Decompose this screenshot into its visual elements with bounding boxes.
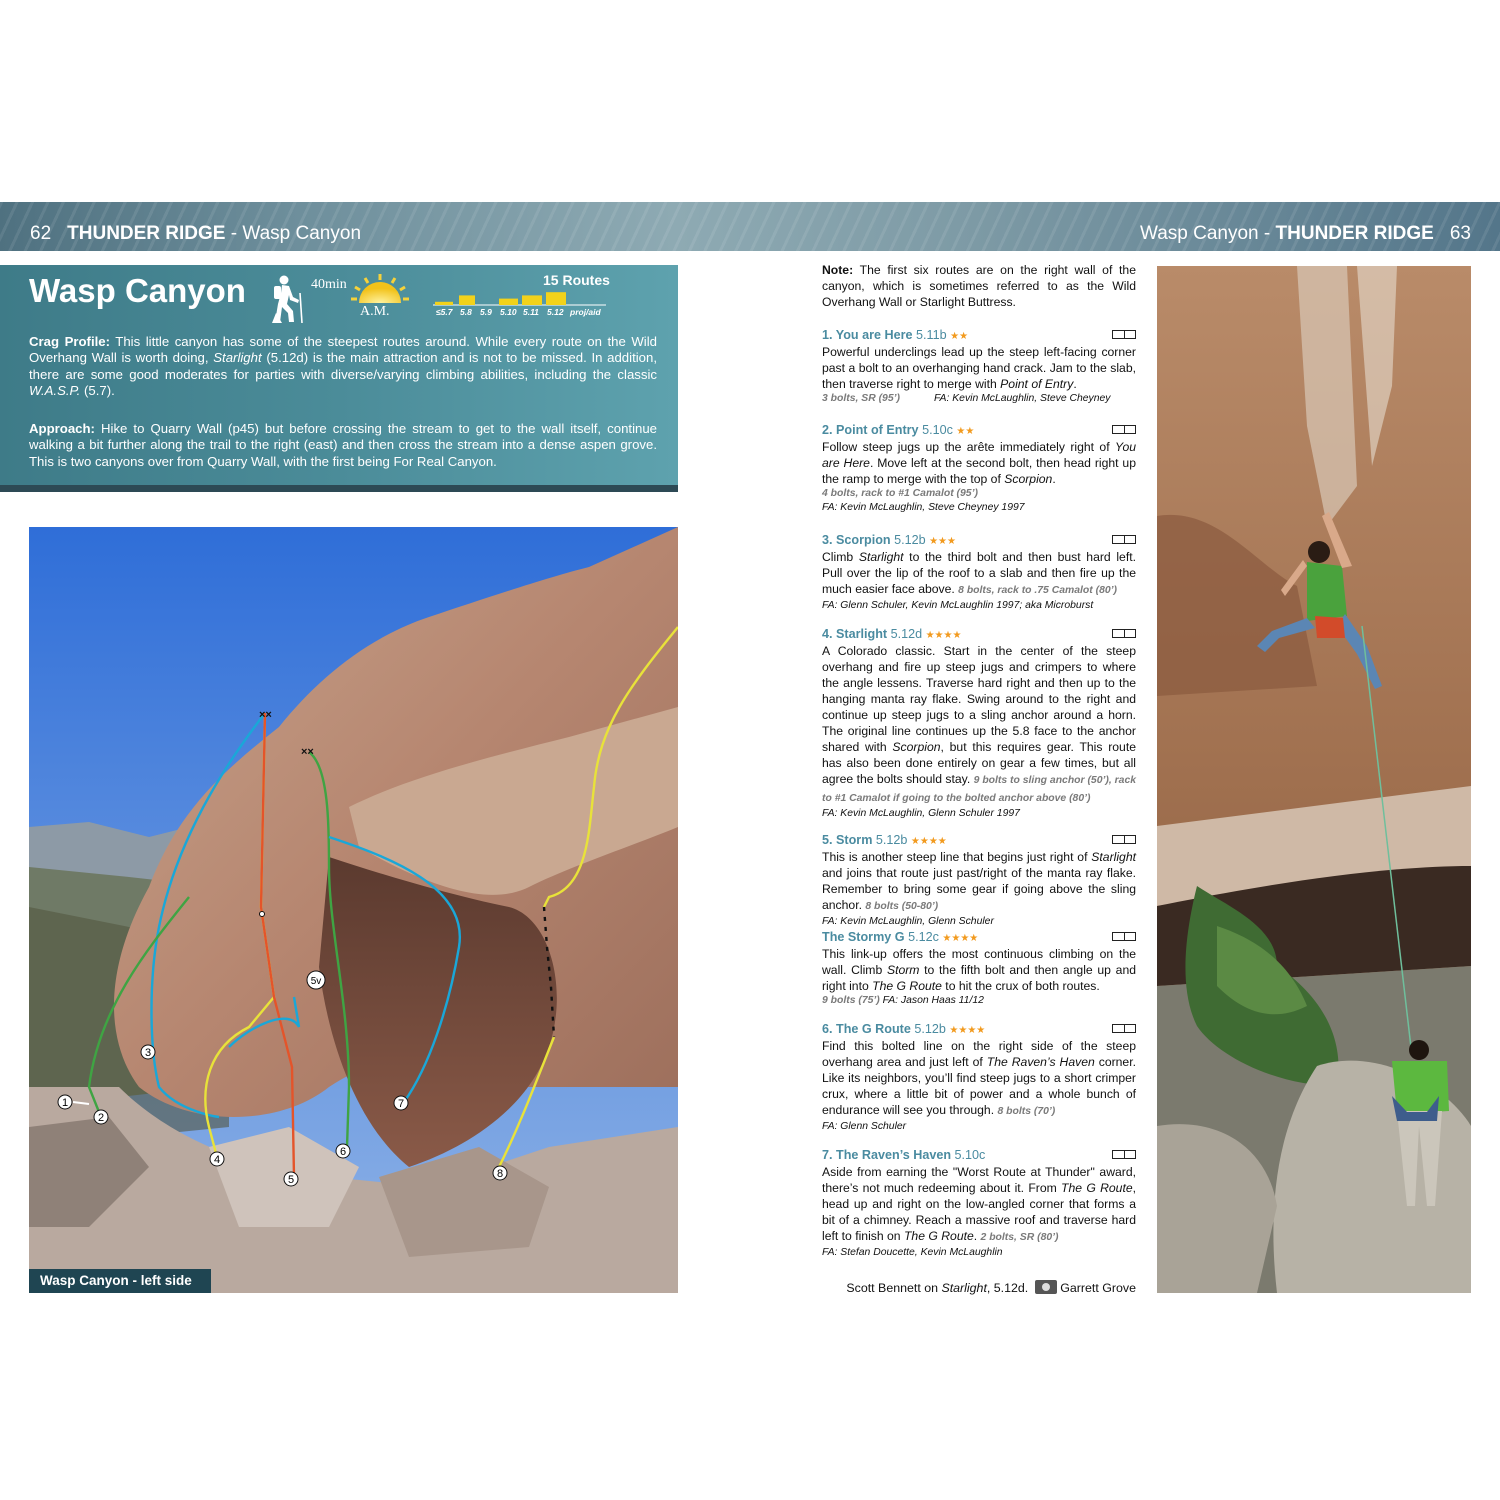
topo-photo	[29, 527, 678, 1293]
route-count: 15 Routes	[543, 272, 610, 288]
tick-box[interactable]	[1112, 330, 1136, 339]
histogram-bar-4	[522, 295, 542, 305]
star-rating: ★★★★	[949, 1025, 986, 1036]
route-marker-7: 7	[397, 1098, 405, 1110]
star-rating: ★★★★	[942, 933, 979, 944]
hiker-icon	[272, 273, 308, 323]
route-7: 7. The Raven’s Haven 5.10c Aside from earning the "Worst Route at Thunder" award, there’s not much redeeming about it. From The G Route, head up and right on the low-angled corner that forms a bit of a chimney. Reach a massive roof and traverse hard left to finish on The G Route. 2 bolts, SR (80’) FA: Stefan Doucette, Kevin McLaughlin	[822, 1148, 1136, 1258]
climber-photo	[1157, 266, 1471, 1293]
histogram-label-1: 5.8	[460, 307, 472, 317]
route-marker-5: 5	[287, 1174, 295, 1186]
histogram-bar-3	[499, 299, 518, 305]
approach-time: 40min	[311, 277, 347, 292]
right-area-name: THUNDER RIDGE	[1275, 223, 1434, 244]
histogram-label-4: 5.11	[523, 307, 539, 317]
star-rating: ★★★★	[925, 630, 962, 641]
left-area-name: THUNDER RIDGE	[67, 223, 226, 244]
tick-box[interactable]	[1112, 629, 1136, 638]
anchor-marker: ××	[259, 709, 272, 721]
histogram-bar-1	[459, 295, 475, 305]
right-page-header: Wasp Canyon - THUNDER RIDGE 63	[1139, 223, 1471, 244]
route-marker-3: 3	[144, 1047, 152, 1059]
sun-icon	[349, 272, 411, 304]
tick-box[interactable]	[1112, 932, 1136, 941]
route-1: 1. You are Here 5.11b ★★ Powerful underclings lead up the steep left-facing corner past a bolt to an overhanging hand crack. Jam to the slab, then traverse right to merge with Point of Entry. 3 bolts, SR (95’) FA: Kevin McLaughlin, Steve Cheyney	[822, 328, 1136, 404]
topo-caption: Wasp Canyon - left side	[29, 1269, 211, 1293]
star-rating: ★★★	[929, 536, 956, 547]
histogram-bar-5	[546, 292, 566, 305]
left-page-header: 62 THUNDER RIDGE - Wasp Canyon	[30, 223, 362, 244]
route-6: 6. The G Route 5.12b ★★★★ Find this bolted line on the right side of the steep overhang area and just left of The Raven’s Haven corner. Like its neighbors, you’ll find steep jugs to a short crimper crux, where a little bit of power and a whole bunch of endurance will see you through. 8 bolts (70’) FA: Glenn Schuler	[822, 1022, 1136, 1132]
histogram-label-3: 5.10	[500, 307, 517, 317]
histogram-label-5: 5.12	[547, 307, 564, 317]
route-4: 4. Starlight 5.12d ★★★★ A Colorado classic. Start in the center of the steep overhang and fire up steep jugs and crimpers to where the angle lessens. Traverse hard right and then up to the hanging manta ray flake. Swing around to the right and continue up steep jugs to a sling anchor around a horn. The original line continues up the 5.8 face to the anchor shared with Scorpion, but this requires gear. This route has also been done entirely on gear a few times, but all agree the bolts should stay. 9 bolts to sling anchor (50’), rack to #1 Camalot if going to the bolted anchor above (80’) FA: Kevin McLaughlin, Glenn Schuler 1997	[822, 627, 1136, 819]
anchor-marker: ××	[301, 746, 314, 758]
route-3: 3. Scorpion 5.12b ★★★ Climb Starlight to the third bolt and then bust hard left. Pull over the lip of the roof to a slab and then fire up the much easier face above. 8 bolts, rack to .75 Camalot (80’) FA: Glenn Schuler, Kevin McLaughlin 1997; aka Microburst	[822, 533, 1136, 611]
right-crag-name: Wasp Canyon	[1139, 223, 1259, 244]
histogram-label-6: proj/aid	[570, 307, 601, 317]
crag-title: Wasp Canyon	[29, 272, 246, 309]
right-page-number: 63	[1449, 223, 1471, 244]
route-marker-8: 8	[496, 1168, 504, 1180]
tick-box[interactable]	[1112, 425, 1136, 434]
route-marker-5v: 5v	[310, 976, 322, 987]
left-page-number: 62	[30, 223, 52, 244]
star-rating: ★★★★	[910, 836, 947, 847]
star-rating: ★★	[950, 331, 969, 342]
tick-box[interactable]	[1112, 1150, 1136, 1159]
camera-icon	[1035, 1280, 1057, 1294]
tick-box[interactable]	[1112, 1024, 1136, 1033]
grade-histogram	[433, 287, 609, 319]
star-rating: ★★	[956, 426, 975, 437]
histogram-label-2: 5.9	[480, 307, 492, 317]
route-marker-1: 1	[61, 1097, 69, 1109]
route-5: 5. Storm 5.12b ★★★★ This is another steep line that begins just right of Starlight and joins that route just past/right of the manta ray flake. Remember to bring some gear if going above the sling anchor. 8 bolts (50-80’) FA: Kevin McLaughlin, Glenn Schuler The Stormy G 5.12c ★★★★ This link-up offers the most continuous climbing on the wall. Climb Storm to the fifth bolt and then angle up and right into The G Route to hit the crux of both routes. 9 bolts (75’) FA: Jason Haas 11/12	[822, 833, 1136, 1006]
crag-profile: Crag Profile: This little canyon has some of the steepest routes around. While every route on the Wild Overhang Wall is worth doing, Starlight (5.12d) is the main attraction and is not to be missed. In addition, there are some good moderates for parties with diverse/varying climbing abilities, including the classic W.A.S.P. (5.7).	[29, 334, 658, 398]
route-note: Note: The first six routes are on the right wall of the canyon, which is sometimes referred to as the Wild Overhang Wall or Starlight Buttress.	[822, 263, 1136, 309]
route-2: 2. Point of Entry 5.10c ★★ Follow steep jugs up the arête immediately right of You are Here. Move left at the second bolt, then head right up the ramp to merge with the top of Scorpion. 4 bolts, rack to #1 Camalot (95’) FA: Kevin McLaughlin, Steve Cheyney 1997	[822, 423, 1136, 513]
route-marker-4: 4	[213, 1154, 221, 1166]
histogram-bar-0	[435, 302, 453, 305]
route-marker-2: 2	[97, 1112, 105, 1124]
sun-exposure: A.M.	[360, 304, 390, 319]
route-marker-6: 6	[339, 1146, 347, 1158]
approach: Approach: Hike to Quarry Wall (p45) but before crossing the stream to get to the wall itself, continue walking a bit further along the trail to the right (east) and then cross the stream into a dense aspen grove. This is two canyons over from Quarry Wall, with the first being For Real Canyon.	[29, 421, 657, 469]
tick-box[interactable]	[1112, 835, 1136, 844]
left-crag-name: Wasp Canyon	[242, 223, 362, 244]
tick-box[interactable]	[1112, 535, 1136, 544]
photo-credit: Scott Bennett on Starlight, 5.12d. Garrett Grove	[846, 1281, 1136, 1295]
histogram-label-0: ≤5.7	[436, 307, 453, 317]
